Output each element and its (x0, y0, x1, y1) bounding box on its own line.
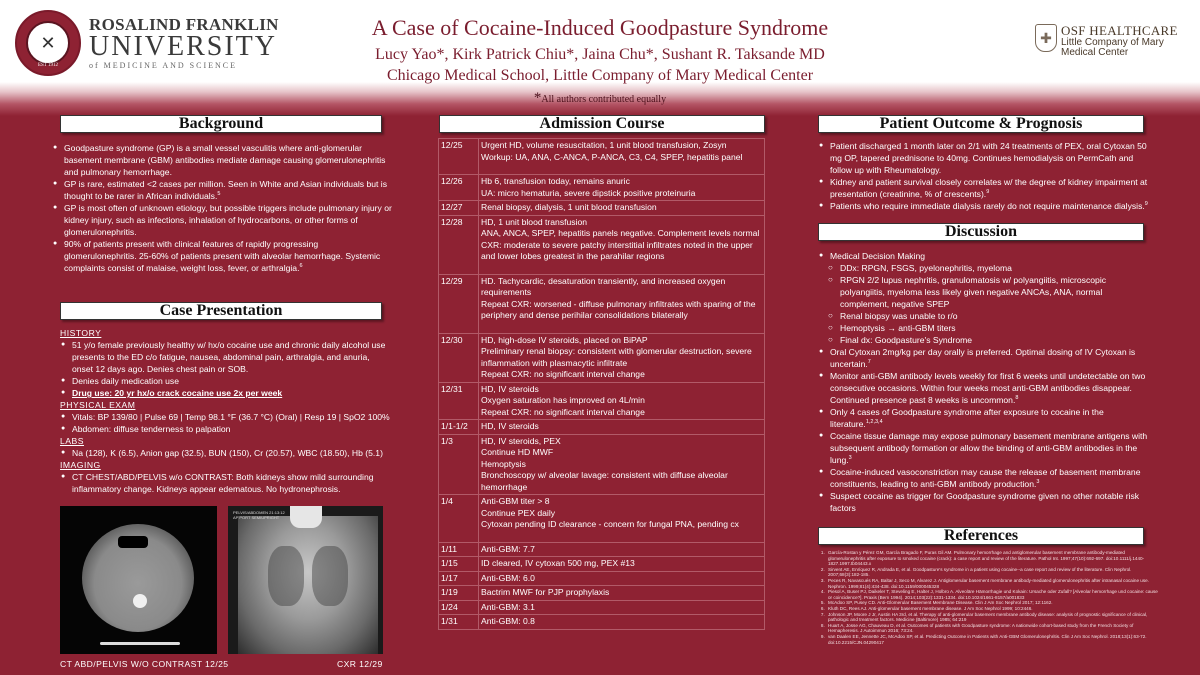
event-line: Continue HD MWF (481, 447, 554, 457)
background-item: ● 90% of patients present with clinical features of rapidly progressing glomerulonephritis. 25-60% of patients present with alveolar hemorrhage. Systemic complaints consist of malaise, weight loss, fever, or arthralgia.$^6$ (52, 238, 392, 274)
row-events (479, 557, 765, 572)
event-line: ANA, ANCA, SPEP, hepatitis panels negative. Complement levels normal (481, 228, 760, 238)
osf-line2: Little Company of Mary (1061, 36, 1164, 48)
event-line: Hb 6, transfusion today, remains anuric (481, 176, 630, 186)
outcome-list (818, 140, 1148, 212)
reference-item: 6. Kluth DC, Rees AJ. Anti-glomerular basement membrane disease. J Am Soc Nephrol 1999; 10:2446. (826, 606, 1158, 612)
osf-line3: Medical Center (1061, 47, 1129, 59)
reference-item: 9. van Daalen EE, Jennette JC, McAdoo SP, et al. Predicting Outcome in Patients with Anti-GBM Glomerulonephritis. Clin J Am Soc Nephrol. 2018;13(1):63-72. doi:10.2215/CJN.04290417 (826, 634, 1158, 645)
background-item: ● GP is most often of unknown etiology, but possible triggers include pulmonary injury or kidney injury, such as infections, inhalation of hydrocarbons, or other forms of glomerulonephritis. (52, 202, 392, 238)
note-star: * (533, 90, 542, 106)
reference-item: 4. Piesol A, Buser PJ, Daikeler T, Steveling E, Halter J, Holbro A. Alveoläre Hämorrhagie und Kokain: Ursache oder Zufall? [Alveolar hemorrhage und cocaine: cause or coincidence?]. Praxis (Bern 1994). 2014;103(22):1331-1334. doi:10.1024/1661-8157/a001833 (826, 589, 1158, 600)
event-line: HD, IV steroids (481, 383, 539, 394)
row-events (479, 615, 765, 630)
imaging-list (60, 471, 390, 495)
ct-scan-image (60, 506, 217, 654)
mdm-label: Medical Decision Making (830, 251, 926, 261)
row-date: 1/15 (439, 557, 479, 572)
references-section (818, 550, 1158, 645)
rfu-wordmark (89, 16, 279, 70)
osf-line1: OSF HEALTHCARE (1061, 23, 1178, 38)
discussion-item: ● Suspect cocaine as trigger for Goodpasture syndrome given no other notable risk factors (818, 490, 1148, 514)
discussion-item: ● Monitor anti-GBM antibody levels weekly for first 6 weeks until undetectable on two consecutive occasions. Within four weeks most anti-GBM antibodies disappear. Continued presence past 8 weeks is uncommon.$^8$ (818, 370, 1148, 406)
row-date: 12/28 (439, 215, 479, 274)
rfu-line3: of MEDICINE AND SCIENCE (89, 61, 237, 70)
table-row (439, 382, 765, 420)
event-line: Bactrim MWF for PJP prophylaxis (481, 587, 610, 597)
exam-item: ● Abdomen: diffuse tenderness to palpation (60, 423, 390, 435)
shield-cross-icon: ✚ (1035, 24, 1057, 52)
table-row (439, 557, 765, 572)
mdm-subitem: ○ RPGN 2/2 lupus nephritis, granulomatosis w/ polyangiitis, microscopic polyangiitis, myeloma less likely given negative ANCAs, ANA, normal complement, negative SPEP (818, 274, 1148, 310)
citation: 8 (1015, 395, 1019, 402)
citation: 9 (1144, 201, 1148, 208)
note-text: All authors contributed equally (541, 94, 667, 105)
table-row (439, 586, 765, 601)
row-events (479, 600, 765, 615)
row-events (479, 175, 765, 201)
table-row (439, 434, 765, 495)
reference-item: 5. McAdoo SP, Pusey CD. Anti-Glomerular Basement Membrane Disease. Clin J Am Soc Nephrol 2017; 12:1162. (826, 600, 1158, 606)
row-events (479, 495, 765, 543)
reference-item: 8. Huart A, Josse AG, Chauveau D, et al. Outcomes of patients with Goodpasture syndrome: A nationwide cohort-based study from the French Society of Hemapheresis. J Autoimmun 2016; 73:24. (826, 623, 1158, 634)
imaging-label: IMAGING (60, 460, 101, 470)
discussion-heading: Discussion (818, 223, 1144, 241)
event-line: Urgent HD, volume resuscitation, 1 unit blood transfusion, Zosyn (481, 140, 727, 150)
event-line: HD, high-dose IV steroids, placed on BiPAP (481, 334, 648, 345)
row-date: 12/26 (439, 175, 479, 201)
table-row (439, 215, 765, 274)
mdm-sublist (818, 262, 1148, 346)
author-note (340, 90, 860, 107)
labs-item: ● Na (128), K (6.5), Anion gap (32.5), BUN (150), Cr (20.57), WBC (18.50), Hb (5.1) (60, 447, 390, 459)
row-events (479, 571, 765, 586)
row-events (479, 274, 765, 333)
table-row (439, 571, 765, 586)
event-line: Continue PEX daily (481, 507, 556, 518)
row-events (479, 333, 765, 382)
exam-item: ● Vitals: BP 139/80 | Pulse 69 | Temp 98.1 °F (36.7 °C) (Oral) | Resp 19 | SpO2 100% (60, 411, 390, 423)
table-row (439, 600, 765, 615)
admission-table (438, 138, 765, 630)
references-list (818, 550, 1158, 645)
row-date: 12/25 (439, 139, 479, 175)
table-row (439, 542, 765, 557)
table-row (439, 333, 765, 382)
event-line: Preliminary renal biopsy: consistent with glomerular destruction, severe inflammation with plasmacytic infiltrate (481, 346, 752, 368)
row-date: 1/17 (439, 571, 479, 586)
citation: 5 (217, 191, 221, 198)
row-events (479, 434, 765, 495)
mdm-item (818, 250, 1148, 262)
history-item-drug-use: ● Drug use: 20 yr hx/o crack cocaine use 2x per week (60, 387, 390, 399)
reference-item: 2. Sirvent AE, Enríquez R, Andrada E, et al. Goodpasture's syndrome in a patient using cocaine--a case report and review of the literature. Clin Nephrol. 2007;68(3):182-185. (826, 567, 1158, 578)
reference-item: 7. Johnson JP, Moore J Jr, Austin HA 3rd, et al. Therapy of anti-glomerular basement membrane antibody disease: analysis of prognostic significance of clinical, pathologic and treatment factors. Medicine (Baltimore) 1985; 64:219 (826, 612, 1158, 623)
cxr-overlay: PELVIS/ABDOMEN 21:13:12 AP PORT SEMIUPRIGHT (233, 510, 285, 520)
event-line: Anti-GBM: 0.8 (481, 616, 535, 626)
dna-icon: ✕ (26, 21, 70, 65)
rfu-logo (15, 8, 305, 78)
event-line: Hemoptysis (481, 458, 526, 469)
citation: 7 (867, 359, 871, 366)
osf-logo (1035, 24, 1178, 59)
authors: Lucy Yao*, Kirk Patrick Chiu*, Jaina Chu*, Sushant R. Taksande MD (375, 46, 825, 63)
row-events (479, 201, 765, 216)
discussion-item: ● Oral Cytoxan 2mg/kg per day orally is preferred. Optimal dosing of IV Cytoxan is uncertain.$^7$ (818, 346, 1148, 370)
history-item: ● Denies daily medication use (60, 375, 390, 387)
ct-caption: CT ABD/PELVIS W/O CONTRAST 12/25 (60, 659, 229, 669)
imaging-item: ● CT CHEST/ABD/PELVIS w/o CONTRAST: Both kidneys show mild surrounding inflammatory change. Kidneys appear edematous. No hydronephrosis. (60, 471, 390, 495)
event-line: Renal biopsy, dialysis, 1 unit blood transfusion (481, 202, 657, 212)
exam-label: PHYSICAL EXAM (60, 400, 136, 410)
discussion-section (818, 250, 1148, 514)
outcome-heading: Patient Outcome & Prognosis (818, 115, 1144, 133)
row-events (479, 382, 765, 420)
row-events (479, 542, 765, 557)
row-events (479, 139, 765, 175)
row-events (479, 215, 765, 274)
event-line: Workup: UA, ANA, C-ANCA, P-ANCA, C3, C4, SPEP, hepatitis panel (481, 151, 743, 162)
table-row (439, 175, 765, 201)
citation: 1,2,3,4 (865, 419, 883, 426)
rfu-line1: ROSALIND FRANKLIN (89, 15, 279, 34)
background-heading: Background (60, 115, 382, 133)
event-line: HD, IV steroids (481, 421, 539, 431)
row-date: 1/31 (439, 615, 479, 630)
background-item: ● GP is rare, estimated <2 cases per million. Seen in White and Asian individuals but is thought to be rarer in African individuals.$^5$ (52, 178, 392, 202)
mdm-subitem: ○ DDx: RPGN, FSGS, pyelonephritis, myeloma (818, 262, 1148, 274)
citation: 9 (986, 189, 990, 196)
history-item: ● 51 y/o female previously healthy w/ hx/o cocaine use and chronic daily alcohol use presents to the ED c/o fatigue, nausea, abdominal pain, arthralgia, and anuria, onset 12 days ago. Denies chest pain or SOB. (60, 339, 390, 375)
labs-label: LABS (60, 436, 84, 446)
event-line: ID cleared, IV cytoxan 500 mg, PEX #13 (481, 558, 635, 568)
case-heading: Case Presentation (60, 302, 382, 320)
citation: 6 (299, 263, 303, 270)
table-row (439, 615, 765, 630)
outcome-item: ● Kidney and patient survival closely correlates w/ the degree of kidney impairment at presentation (creatinine, % of crescents).$^9$ (818, 176, 1148, 200)
event-line: UA: micro hematuria, severe dipstick positive proteinuria (481, 187, 696, 198)
discussion-item: ● Cocaine-induced vasoconstriction may cause the release of basement membrane constituents, leading to anti-GBM antibody production.$^3$ (818, 466, 1148, 490)
university-seal-icon (15, 10, 81, 76)
row-date: 1/24 (439, 600, 479, 615)
affiliation: Chicago Medical School, Little Company of Mary Medical Center (386, 67, 814, 84)
event-line: Bronchoscopy w/ alveolar lavage: consistent with diffuse alveolar hemorrhage (481, 470, 728, 492)
background-list (52, 142, 392, 274)
event-line: Anti-GBM: 6.0 (481, 572, 535, 583)
row-date: 1/1-1/2 (439, 420, 479, 435)
event-line: Cytoxan pending ID clearance - concern for fungal PNA, pending cx (481, 519, 739, 529)
row-events (479, 420, 765, 435)
background-item: ● Goodpasture syndrome (GP) is a small vessel vasculitis where anti-glomerular basement membrane (GBM) antibodies mediate damage causing glomerulonephritis and pulmonary hemorrhage. (52, 142, 392, 178)
cxr-caption: CXR 12/29 (337, 659, 383, 669)
row-date: 1/3 (439, 434, 479, 495)
citation: 3 (1036, 479, 1040, 486)
case-section (60, 327, 390, 495)
event-line: Repeat CXR: no significant interval change (481, 369, 645, 379)
row-date: 1/4 (439, 495, 479, 543)
mdm-subitem: ○ Hemoptysis → anti-GBM titers (818, 322, 1148, 334)
table-row (439, 495, 765, 543)
event-line: HD, 1 unit blood transfusion (481, 216, 588, 227)
event-line: Repeat CXR: no significant interval change (481, 406, 645, 417)
discussion-item: ● Only 4 cases of Goodpasture syndrome after exposure to cocaine in the literature.$^{1,2,3,4}$ (818, 406, 1148, 430)
event-line: Anti-GBM: 7.7 (481, 543, 535, 554)
exam-list (60, 411, 390, 435)
row-date: 12/30 (439, 333, 479, 382)
table-row (439, 201, 765, 216)
mdm-subitem: ○ Renal biopsy was unable to r/o (818, 310, 1148, 322)
admission-heading: Admission Course (439, 115, 765, 133)
event-line: CXR: moderate to severe patchy interstitial infiltrates noted in the upper and lower lobes greatest in the parahilar regions (481, 239, 753, 261)
seal-est: EST 1912 (37, 63, 59, 68)
outcome-item: ● Patient discharged 1 month later on 2/1 with 24 treatments of PEX, oral Cytoxan 50 mg OP, tapered prednisone to 40mg. Continues hemodialysis on PermCath and follow up with Rheumatology. (818, 140, 1148, 176)
title-block (340, 14, 860, 107)
poster-title: A Case of Cocaine-Induced Goodpasture Syndrome (371, 15, 829, 40)
event-line: Anti-GBM titer > 8 (481, 496, 550, 506)
background-section (52, 142, 392, 274)
event-line: Oxygen saturation has improved on 4L/min (481, 395, 645, 405)
event-line: Anti-GBM: 3.1 (481, 601, 535, 612)
rfu-line2: UNIVERSITY (89, 31, 277, 62)
event-line: Repeat CXR: worsened - diffuse pulmonary infiltrates with sparing of the periphery and dense perihilar consolidations bilaterally (481, 298, 756, 320)
references-heading: References (818, 527, 1144, 545)
row-date: 1/19 (439, 586, 479, 601)
event-line: HD, IV steroids, PEX (481, 435, 561, 446)
discussion-item: ● Cocaine tissue damage may expose pulmonary basement membrane antigens with subsequent antibody formation or allow the binding of anti-GBM antibodies in the lung.$^3$ (818, 430, 1148, 466)
history-list (60, 339, 390, 399)
discussion-bullets (818, 346, 1148, 514)
citation: 3 (848, 455, 852, 462)
outcome-item: ● Patients who require immediate dialysis rarely do not require maintenance dialysis.$^9$ (818, 200, 1148, 212)
row-date: 1/11 (439, 542, 479, 557)
history-label: HISTORY (60, 328, 102, 338)
row-events (479, 586, 765, 601)
chest-xray-image (228, 506, 383, 654)
table-row (439, 420, 765, 435)
row-date: 12/31 (439, 382, 479, 420)
reference-item: 1. García-Rostan y Pérez GM, García Bragado F, Puras Gil AM. Pulmonary hemorrhage and antiglomerular basement membrane antibody-mediated glomerulonephritis after exposure to smoked cocaine (crack): a case report and review of the literature. Pathol Int. 1997;47(10):692-697. doi:10.1111/j.1440-1827.1997.tb04443.x (826, 550, 1158, 567)
row-date: 12/29 (439, 274, 479, 333)
table-row (439, 274, 765, 333)
outcome-section (818, 140, 1148, 212)
row-date: 12/27 (439, 201, 479, 216)
discussion-list (818, 250, 1148, 262)
event-line: HD. Tachycardic, desaturation transiently, and increased oxygen requirements (481, 275, 726, 297)
reference-item: 3. Peces R, Navascués RA, Baltar J, Seco M, Alvarez J. Antiglomerular basement membrane antibody-mediated glomerulonephritis after intranasal cocaine use. Nephron. 1999;81(4):434-438. doi:10.1159/000045328 (826, 578, 1158, 589)
mdm-subitem: ○ Final dx: Goodpasture's Syndrome (818, 334, 1148, 346)
table-row (439, 139, 765, 175)
labs-list (60, 447, 390, 459)
